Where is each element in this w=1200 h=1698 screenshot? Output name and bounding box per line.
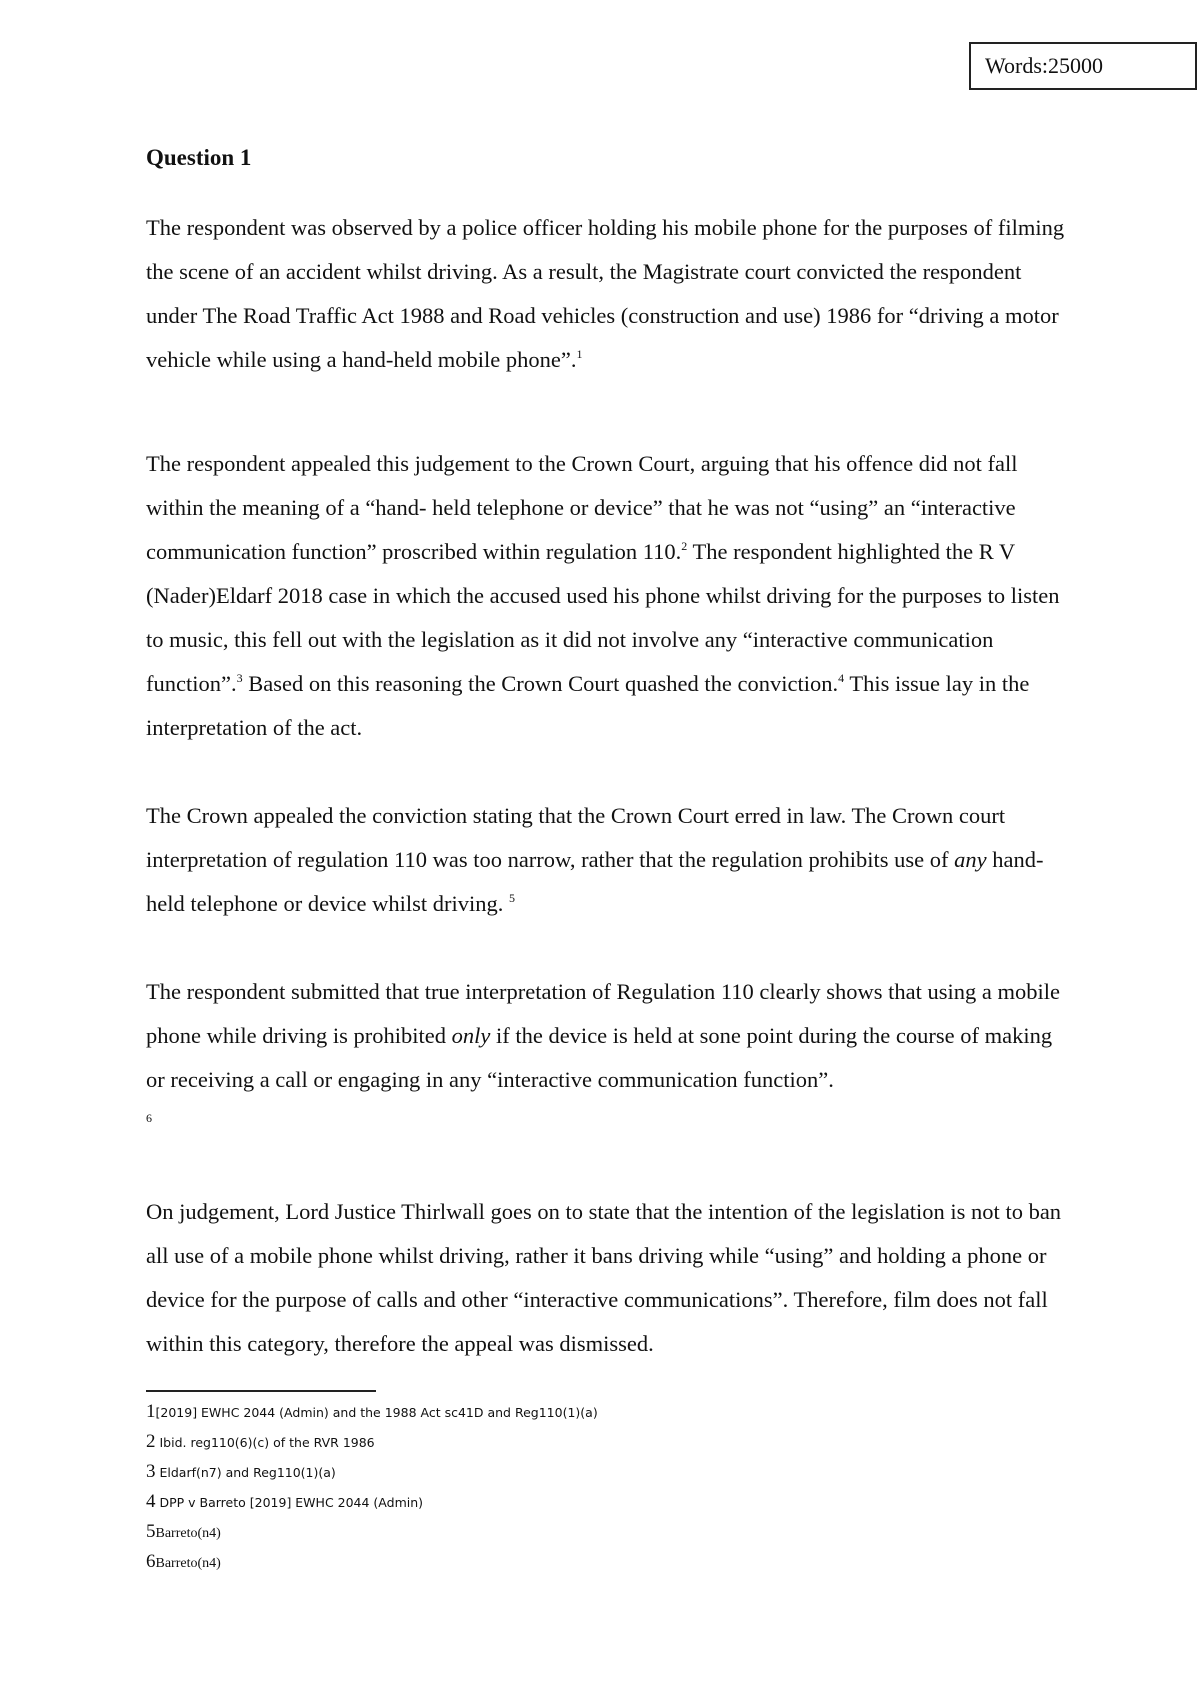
paragraph-2 xyxy=(146,442,1066,750)
paragraph-4-text-a: The respondent submitted that true interpretation of Regulation 110 clearly shows that using a mobile phone while driving is prohibited xyxy=(146,979,1060,1048)
footnotes xyxy=(146,1398,846,1578)
footnote-ref-6: 6 xyxy=(146,1111,152,1125)
paragraph-5: On judgement, Lord Justice Thirlwall goes on to state that the intention of the legislation is not to ban all use of a mobile phone whilst driving, rather it bans driving while “using” and holding a phone or device for the purpose of calls and other “interactive communications”. Therefore, film does not fall within this category, therefore the appeal was dismissed. xyxy=(146,1199,1062,1356)
footnote-2: 2 Ibid. reg110(6)(c) of the RVR 1986 xyxy=(146,1431,375,1452)
paragraph-2-text-a: The respondent appealed this judgement to the Crown Court, arguing that his offence did not fall within the meaning of a “hand- held telephone or device” that he was not “using” an “interactive communication function” proscribed within regulation 110. xyxy=(146,451,1018,564)
paragraph-1-text: The respondent was observed by a police officer holding his mobile phone for the purposes of filming the scene of an accident whilst driving. As a result, the Magistrate court convicted the respondent under The Road Traffic Act 1988 and Road vehicles (construction and use) 1986 for “driving a motor vehicle while using a hand-held mobile phone”. xyxy=(146,215,1065,372)
footnote-5: 5Barreto(n4) xyxy=(146,1521,221,1542)
paragraph-4-text-b: if the device is held at sone point during the course of making or receiving a call or engaging in any “interactive communication function”. xyxy=(146,1023,1053,1092)
footnote-1: 1[2019] EWHC 2044 (Admin) and the 1988 Act sc41D and Reg110(1)(a) xyxy=(146,1401,598,1422)
footnote-ref-2: 2 xyxy=(681,539,688,553)
paragraph-2-text-c: Based on this reasoning the Crown Court quashed the conviction. xyxy=(242,671,839,696)
footnote-3: 3 Eldarf(n7) and Reg110(1)(a) xyxy=(146,1461,336,1482)
question-heading: Question 1 xyxy=(146,145,252,170)
paragraph-4 xyxy=(146,970,1066,1102)
footnote-ref-5: 5 xyxy=(509,891,516,905)
footnote-ref-3: 3 xyxy=(236,671,243,685)
paragraph-2-text-d: This issue lay in the interpretation of the act. xyxy=(146,671,1030,740)
footnote-6: 6Barreto(n4) xyxy=(146,1551,221,1572)
footnote-ref-4: 4 xyxy=(838,671,845,685)
paragraph-1 xyxy=(146,206,1066,382)
paragraph-2-text-b: The respondent highlighted the R V (Nader)Eldarf 2018 case in which the accused used his phone whilst driving for the purposes to listen to music, this fell out with the legislation as it did not involve any “interactive communication function”. xyxy=(146,539,1060,696)
paragraph-4-emphasis: only xyxy=(451,1023,491,1048)
paragraph-3 xyxy=(146,794,1066,926)
word-count-box: Words:25000 xyxy=(969,42,1197,90)
paragraph-3-emphasis: any xyxy=(954,847,987,872)
footnote-4: 4 DPP v Barreto [2019] EWHC 2044 (Admin) xyxy=(146,1491,424,1512)
paragraph-3-text-a: The Crown appealed the conviction stating that the Crown Court erred in law. The Crown court interpretation of regulation 110 was too narrow, rather that the regulation prohibits use of xyxy=(146,803,1006,872)
paragraph-3-text-b: hand- held telephone or device whilst driving. xyxy=(146,847,1044,916)
footnote-ref-1: 1 xyxy=(576,347,583,361)
footnote-separator xyxy=(146,1390,376,1392)
